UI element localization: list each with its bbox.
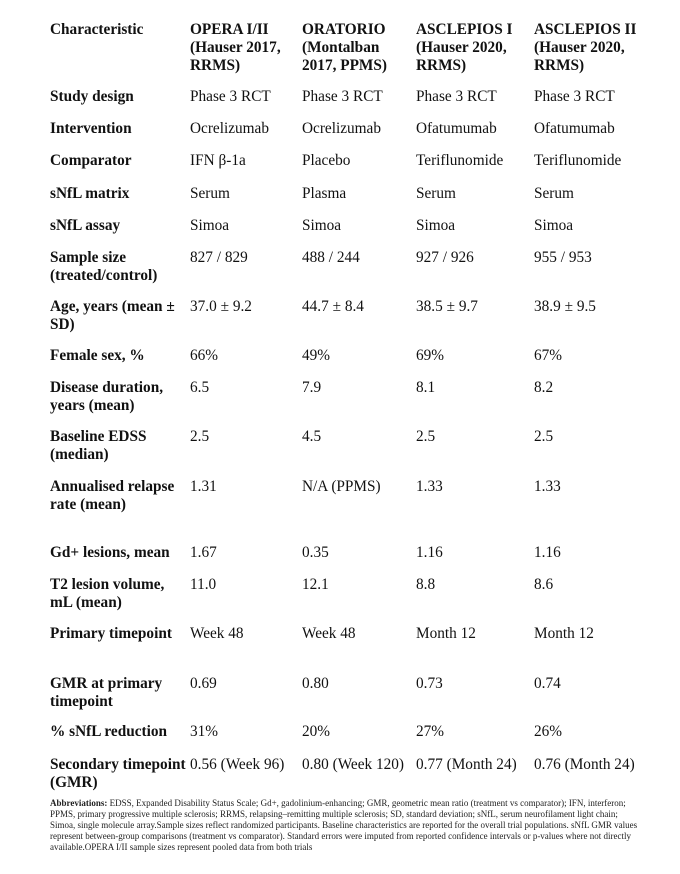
row-label: % sNfL reduction — [50, 723, 168, 740]
table-cell: Teriflunomide — [416, 152, 504, 169]
row-label: T2 lesion volume, mL (mean) — [50, 576, 165, 611]
table-cell: 0.73 — [416, 675, 443, 692]
row-label: Sample size (treated/control) — [50, 249, 158, 284]
table-cell: 4.5 — [302, 428, 322, 445]
table-row — [50, 298, 674, 334]
table-cell: 0.76 (Month 24) — [534, 756, 635, 773]
table-cell: Week 48 — [302, 625, 356, 642]
table-cell: 8.6 — [534, 576, 554, 593]
row-label: Age, years (mean ± SD) — [50, 298, 175, 333]
table-cell: 8.2 — [534, 379, 554, 396]
table-cell: 2.5 — [190, 428, 210, 445]
table-cell: 26% — [534, 723, 563, 740]
table-row — [50, 249, 674, 285]
row-label: Study design — [50, 88, 134, 105]
row-label: Annualised relapse rate (mean) — [50, 478, 175, 513]
table-cell: 7.9 — [302, 379, 322, 396]
table-cell: Serum — [534, 185, 574, 202]
table-cell: Phase 3 RCT — [416, 88, 497, 105]
table-row — [50, 544, 674, 562]
table-cell: Simoa — [190, 217, 230, 234]
row-label: Gd+ lesions, mean — [50, 544, 170, 561]
table-cell: 0.77 (Month 24) — [416, 756, 517, 773]
table-cell: 0.74 — [534, 675, 561, 692]
table-cell: 12.1 — [302, 576, 329, 593]
row-label: Disease duration, years (mean) — [50, 379, 164, 414]
table-cell: N/A (PPMS) — [302, 478, 381, 495]
table-cell: Placebo — [302, 152, 351, 169]
table-cell: 49% — [302, 347, 331, 364]
row-label: Secondary timepoint (GMR) — [50, 756, 186, 791]
row-label: Baseline EDSS (median) — [50, 428, 147, 463]
table-cell: 955 / 953 — [534, 249, 592, 266]
table-cell: 1.31 — [190, 478, 217, 495]
table-cell: 1.33 — [416, 478, 443, 495]
row-label: sNfL matrix — [50, 185, 130, 202]
table-row — [50, 625, 674, 643]
table-cell: 0.56 (Week 96) — [190, 756, 285, 773]
table-footnote — [50, 798, 640, 853]
table-cell: 6.5 — [190, 379, 210, 396]
table-row — [50, 347, 674, 365]
table-cell: 8.8 — [416, 576, 436, 593]
table-cell: 11.0 — [190, 576, 217, 593]
table-cell: 66% — [190, 347, 219, 364]
table-row — [50, 379, 674, 415]
table-cell: 0.80 (Week 120) — [302, 756, 404, 773]
column-header-characteristic: Characteristic — [50, 21, 144, 38]
table-row — [50, 185, 674, 203]
table-cell: 69% — [416, 347, 445, 364]
table-cell: Month 12 — [534, 625, 594, 642]
table-cell: 67% — [534, 347, 563, 364]
table-cell: 27% — [416, 723, 445, 740]
table-cell: 1.16 — [534, 544, 561, 561]
table-cell: 827 / 829 — [190, 249, 248, 266]
table-row — [50, 428, 674, 464]
table-row — [50, 756, 674, 792]
table-row — [50, 217, 674, 235]
table-cell: Simoa — [534, 217, 574, 234]
table-cell: Ocrelizumab — [190, 120, 269, 137]
table-cell: Phase 3 RCT — [190, 88, 271, 105]
table-cell: Ofatumumab — [534, 120, 615, 137]
table-row — [50, 120, 674, 138]
table-cell: 1.67 — [190, 544, 217, 561]
table-cell: Phase 3 RCT — [302, 88, 383, 105]
table-cell: Week 48 — [190, 625, 244, 642]
table-cell: 2.5 — [416, 428, 436, 445]
row-label: Primary timepoint — [50, 625, 172, 642]
table-row — [50, 723, 674, 741]
header-row — [50, 21, 674, 75]
table-cell: Simoa — [416, 217, 456, 234]
table-cell: 488 / 244 — [302, 249, 360, 266]
row-label: Comparator — [50, 152, 132, 169]
table-cell: Phase 3 RCT — [534, 88, 615, 105]
table-cell: Month 12 — [416, 625, 476, 642]
table-cell: Plasma — [302, 185, 347, 202]
column-header-trial: OPERA I/II (Hauser 2017, RRMS) — [190, 21, 281, 74]
table-cell: Serum — [416, 185, 456, 202]
table-row — [50, 576, 674, 612]
table-cell: 1.16 — [416, 544, 443, 561]
table-cell: 0.35 — [302, 544, 329, 561]
column-header-trial: ASCLEPIOS I (Hauser 2020, RRMS) — [416, 21, 513, 74]
column-header-trial: ASCLEPIOS II (Hauser 2020, RRMS) — [534, 21, 637, 74]
table-cell: 1.33 — [534, 478, 561, 495]
table-row — [50, 478, 674, 514]
table-cell: IFN β-1a — [190, 152, 246, 169]
table-cell: Teriflunomide — [534, 152, 622, 169]
table-cell: 44.7 ± 8.4 — [302, 298, 364, 315]
table-cell: Ocrelizumab — [302, 120, 381, 137]
table-cell: 20% — [302, 723, 331, 740]
abbreviations-label: Abbreviations: — [50, 798, 108, 808]
table-cell: 0.69 — [190, 675, 217, 692]
table-cell: 0.80 — [302, 675, 329, 692]
table-cell: 927 / 926 — [416, 249, 474, 266]
table-row — [50, 88, 674, 106]
table-row — [50, 675, 674, 711]
table-cell: 37.0 ± 9.2 — [190, 298, 252, 315]
table-cell: 31% — [190, 723, 219, 740]
table-cell: Simoa — [302, 217, 342, 234]
table-cell: 8.1 — [416, 379, 436, 396]
row-label: Intervention — [50, 120, 132, 137]
column-header-trial: ORATORIO (Montalban 2017, PPMS) — [302, 21, 387, 74]
row-label: sNfL assay — [50, 217, 121, 234]
row-label: GMR at primary timepoint — [50, 675, 163, 710]
row-label: Female sex, % — [50, 347, 145, 364]
table-cell: 38.5 ± 9.7 — [416, 298, 478, 315]
table-row — [50, 152, 674, 170]
table-cell: Ofatumumab — [416, 120, 497, 137]
footnote-text: EDSS, Expanded Disability Status Scale; Gd+, gadolinium-enhancing; GMR, geometric mean ratio (treatment vs comparator); IFN, interferon; PPMS, primary progressive multiple sclerosis; RRMS, relapsing–remitting multiple sclerosis; SD, standard deviation; sNfL, serum neurofilament light chain; Simoa, single molecule array.Sample sizes reflect randomized participants. Baseline characteristics are reported for the overall trial populations. sNfL GMR values represent between-group comparisons (treatment vs comparator). Standard errors were imputed from reported confidence intervals or p-values where not directly available.OPERA I/II sample sizes represent pooled data from both trials — [50, 798, 638, 852]
table-cell: 38.9 ± 9.5 — [534, 298, 596, 315]
table-cell: 2.5 — [534, 428, 554, 445]
table-cell: Serum — [190, 185, 230, 202]
